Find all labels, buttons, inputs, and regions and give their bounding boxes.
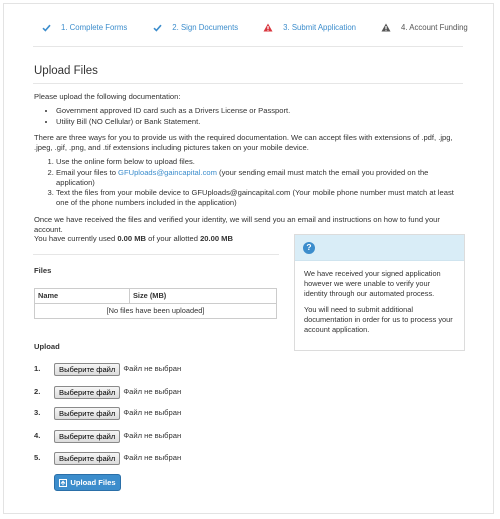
usage-used: 0.00 MB xyxy=(117,234,147,243)
info-text: You will need to submit additional documentation in order for us to process your account application. xyxy=(304,304,453,334)
col-size-header: Size (MB) xyxy=(130,289,277,304)
ways-intro-text: There are three ways for you to provide us with the required documentation. We can accept files with extensions of .pdf, .jpg, .jpeg, .gif, .png, and .tif extensions including pictures taken on your mobile device. xyxy=(34,132,453,152)
step-label: 2. Sign Documents xyxy=(172,22,239,32)
email-link[interactable]: GFUploads@gaincapital.com xyxy=(118,167,217,177)
col-name-header: Name xyxy=(35,289,130,304)
choose-file-button[interactable]: Выберите файл xyxy=(54,430,120,443)
upload-row-2 xyxy=(34,386,181,399)
file-status: Файл не выбран xyxy=(123,408,182,418)
upload-row-1 xyxy=(34,363,181,376)
choose-file-button[interactable]: Выберите файл xyxy=(54,452,120,465)
upload-files-label: Upload Files xyxy=(70,478,116,487)
file-status: Файл не выбран xyxy=(123,364,182,374)
files-heading: Files xyxy=(34,266,52,275)
step-label: 3. Submit Application xyxy=(283,22,356,32)
choose-file-button[interactable]: Выберите файл xyxy=(54,407,120,420)
upload-row-5 xyxy=(34,452,181,465)
checkmark-icon xyxy=(151,23,163,33)
upload-row-3 xyxy=(34,407,181,420)
step-account-funding[interactable] xyxy=(380,23,468,34)
file-status: Файл не выбран xyxy=(123,431,182,441)
table-row xyxy=(35,303,277,318)
upload-files-button[interactable] xyxy=(54,474,121,491)
way-text: (your sending email must match the email you provided on the application) xyxy=(56,167,429,187)
upload-row-4 xyxy=(34,430,181,443)
usage-mid: of your allotted xyxy=(146,234,201,243)
warning-triangle-icon xyxy=(380,23,392,33)
way-text: Email your files to xyxy=(56,167,119,177)
row-number: 2. xyxy=(34,387,41,397)
row-number: 5. xyxy=(34,453,41,463)
info-panel-header xyxy=(295,235,464,261)
file-status: Файл не выбран xyxy=(123,387,182,397)
info-text: We have received your signed application however we were unable to verify your identity through our automated process. xyxy=(304,269,441,298)
usage-allotted: 20.00 MB xyxy=(200,234,233,243)
divider xyxy=(33,83,463,84)
warning-triangle-icon xyxy=(262,23,274,33)
info-panel xyxy=(294,234,465,351)
step-label: 4. Account Funding xyxy=(401,22,468,32)
table-header-row xyxy=(35,289,277,304)
info-panel-body xyxy=(295,261,464,335)
usage-pre: You have currently used xyxy=(34,234,118,243)
divider xyxy=(33,254,279,255)
list-item: 3. Text the files from your mobile device to GFUploads@gaincapital.com (Your mobile phone number must match at least one of the phone numbers included in the application) xyxy=(56,188,464,209)
checkmark-icon xyxy=(40,23,52,33)
row-number: 4. xyxy=(34,431,41,441)
upload-icon xyxy=(59,479,67,487)
choose-file-button[interactable]: Выберите файл xyxy=(54,386,120,399)
file-status: Файл не выбран xyxy=(123,453,182,463)
row-number: 1. xyxy=(34,364,41,374)
step-label: 1. Complete Forms xyxy=(61,22,128,32)
list-item: • Utility Bill (NO Cellular) or Bank Statement. xyxy=(56,117,464,127)
documents-list xyxy=(34,106,464,127)
after-text: Once we have received the files and verified your identity, we will send you an email and instructions on how to fund your account. xyxy=(34,214,440,234)
progress-steps xyxy=(40,21,470,35)
step-sign-documents[interactable] xyxy=(151,23,238,34)
choose-file-button[interactable]: Выберите файл xyxy=(54,363,120,376)
question-circle-icon: ? xyxy=(303,242,315,254)
list-item: • Government approved ID card such as a Drivers License or Passport. xyxy=(56,106,464,116)
list-item: 1. Use the online form below to upload files. xyxy=(56,157,464,167)
empty-files-message: [No files have been uploaded] xyxy=(35,303,277,318)
instructions xyxy=(34,92,464,235)
files-table xyxy=(34,288,277,319)
ways-list xyxy=(34,157,464,208)
intro-text: Please upload the following documentation: xyxy=(34,92,181,101)
step-complete-forms[interactable] xyxy=(40,23,127,34)
divider xyxy=(33,46,463,47)
upload-heading: Upload xyxy=(34,342,60,351)
list-item xyxy=(56,168,464,189)
step-submit-application[interactable] xyxy=(262,23,356,34)
page-title: Upload Files xyxy=(34,65,98,77)
row-number: 3. xyxy=(34,408,41,418)
usage-text xyxy=(34,234,233,244)
